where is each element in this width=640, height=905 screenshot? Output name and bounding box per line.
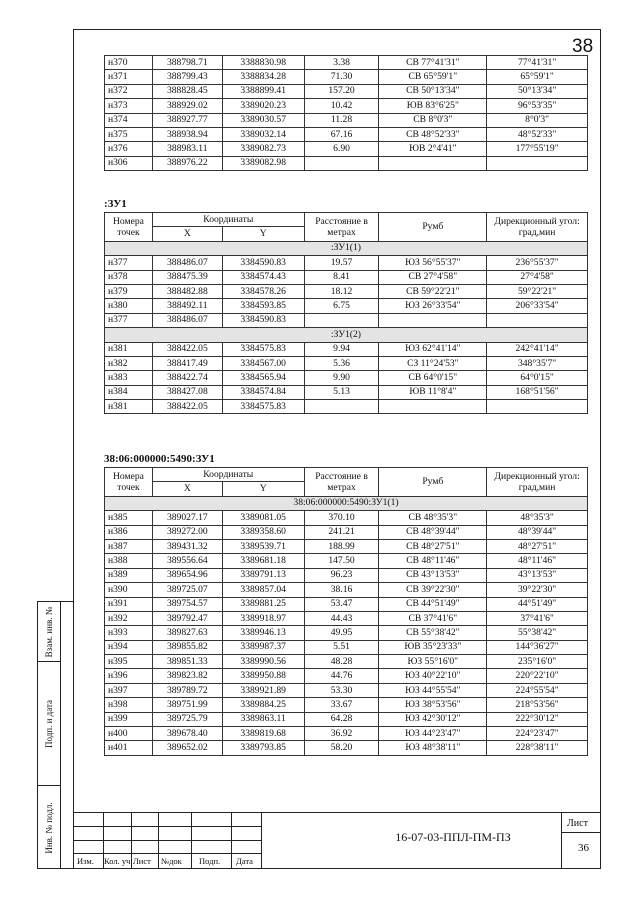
cell: 5.13 <box>304 385 379 399</box>
cell: 3389857.04 <box>222 583 304 597</box>
cell: 388482.88 <box>152 284 222 298</box>
coordinates-table-zu1 <box>104 212 588 414</box>
cell: 96.23 <box>304 568 379 582</box>
cell: 53.30 <box>304 683 379 697</box>
cell: 389654.96 <box>152 568 222 582</box>
cell: 6.90 <box>304 142 379 156</box>
cell: 48.28 <box>304 655 379 669</box>
cell: 33.67 <box>304 698 379 712</box>
cell: н379 <box>105 284 153 298</box>
cell: н398 <box>105 698 153 712</box>
cell: 168°51'56" <box>487 385 588 399</box>
cell: н371 <box>105 70 153 84</box>
group-row-cadastral <box>105 496 588 510</box>
group-label: :ЗУ1(1) <box>105 241 588 255</box>
header-angle: Дирекционный угол: град,мин <box>487 213 588 242</box>
cell: 206°33'54" <box>487 299 588 313</box>
cell: 3388834.28 <box>222 70 304 84</box>
cell: 3384574.43 <box>222 270 304 284</box>
cell: н387 <box>105 539 153 553</box>
cell: СВ 27°4'58" <box>379 270 487 284</box>
cell: 3384575.83 <box>222 342 304 356</box>
cell: 3389990.56 <box>222 655 304 669</box>
table-row <box>105 597 588 611</box>
cell <box>487 156 588 170</box>
table-row <box>105 554 588 568</box>
cell <box>379 156 487 170</box>
cell: 388486.07 <box>152 313 222 327</box>
cell <box>304 400 379 414</box>
side-strip <box>37 601 73 869</box>
cell: н381 <box>105 400 153 414</box>
cell: 388486.07 <box>152 256 222 270</box>
table-row <box>105 669 588 683</box>
cell: СВ 59°22'21" <box>379 284 487 298</box>
header-x: X <box>152 227 222 241</box>
table-row <box>105 385 588 399</box>
cell: 3389921.89 <box>222 683 304 697</box>
cell: 389855.82 <box>152 640 222 654</box>
cell: СВ 50°13'34" <box>379 84 487 98</box>
cell: СВ 39°22'30" <box>379 583 487 597</box>
cell: 59°22'21" <box>487 284 588 298</box>
cell <box>379 400 487 414</box>
header-rhumb: Румб <box>379 213 487 242</box>
table-row <box>105 727 588 741</box>
cell: 64.28 <box>304 712 379 726</box>
cell: 389851.33 <box>152 655 222 669</box>
cell: н397 <box>105 683 153 697</box>
header-coords: Координаты <box>152 213 304 227</box>
cell: СВ 37°41'6" <box>379 611 487 625</box>
cell: 389678.40 <box>152 727 222 741</box>
group-label: 38:06:000000:5490:ЗУ1(1) <box>105 496 588 510</box>
table-row <box>105 525 588 539</box>
cell: н400 <box>105 727 153 741</box>
cell: ЮЗ 26°33'54" <box>379 299 487 313</box>
table-row <box>105 156 588 170</box>
cell: ЮЗ 38°53'56" <box>379 698 487 712</box>
cell: 388799.43 <box>152 70 222 84</box>
cell: ЮЗ 40°22'10" <box>379 669 487 683</box>
cell: н377 <box>105 256 153 270</box>
stamp-podp: Подп. <box>199 856 221 866</box>
document-code: 16-07-03-ППЛ-ПМ-ПЗ <box>395 830 511 844</box>
cell: СВ 48°39'44" <box>379 525 487 539</box>
cell: 389823.82 <box>152 669 222 683</box>
cell: 3388830.98 <box>222 56 304 70</box>
stamp-list: Лист <box>133 856 151 866</box>
cell: СВ 55°38'42" <box>379 626 487 640</box>
cell: 3389863.11 <box>222 712 304 726</box>
header-y: Y <box>222 227 304 241</box>
cell: 48°27'51" <box>487 539 588 553</box>
cell: 3389030.57 <box>222 113 304 127</box>
table-row <box>105 113 588 127</box>
table-row <box>105 299 588 313</box>
cell: 224°23'47" <box>487 727 588 741</box>
cell: ЮВ 83°6'25" <box>379 99 487 113</box>
table-row <box>105 698 588 712</box>
table-row <box>105 583 588 597</box>
cell: 388929.02 <box>152 99 222 113</box>
cell: 188.99 <box>304 539 379 553</box>
cell: 3389681.18 <box>222 554 304 568</box>
cell: н374 <box>105 113 153 127</box>
cell: 64°0'15" <box>487 371 588 385</box>
cell: 36.92 <box>304 727 379 741</box>
cell: 27°4'58" <box>487 270 588 284</box>
cell: 44°51'49" <box>487 597 588 611</box>
cell: СВ 48°52'33" <box>379 127 487 141</box>
cell: 3389793.85 <box>222 741 304 755</box>
header-angle: Дирекционный угол: град,мин <box>487 468 588 497</box>
cell: 3.38 <box>304 56 379 70</box>
cell: 5.36 <box>304 356 379 370</box>
table-row <box>105 626 588 640</box>
stamp-kol: Кол. уч <box>104 856 131 866</box>
header-points: Номера точек <box>105 468 153 497</box>
cell: н378 <box>105 270 153 284</box>
table-row <box>105 511 588 525</box>
cell: 157.20 <box>304 84 379 98</box>
header-y: Y <box>222 482 304 496</box>
cell: СВ 48°35'3" <box>379 511 487 525</box>
cell: 65°59'1" <box>487 70 588 84</box>
cell: 3384593.85 <box>222 299 304 313</box>
cell: 58.20 <box>304 741 379 755</box>
table-row <box>105 342 588 356</box>
cell: 48°11'46" <box>487 554 588 568</box>
sheet-label: Лист <box>567 818 588 829</box>
header-distance: Расстояние в метрах <box>304 213 379 242</box>
cell <box>487 400 588 414</box>
coordinates-table-cadastral <box>104 467 588 756</box>
cell: 3389082.73 <box>222 142 304 156</box>
cell: 9.94 <box>304 342 379 356</box>
stamp-data: Дата <box>236 856 253 866</box>
cell: н388 <box>105 554 153 568</box>
cell: 43°13'53" <box>487 568 588 582</box>
cell: н370 <box>105 56 153 70</box>
cell: СВ 77°41'31" <box>379 56 487 70</box>
cell: 8.41 <box>304 270 379 284</box>
table-row <box>105 371 588 385</box>
cell: н385 <box>105 511 153 525</box>
header-row <box>105 468 588 482</box>
cell: 388422.74 <box>152 371 222 385</box>
cell: 389725.07 <box>152 583 222 597</box>
cell: 3389819.68 <box>222 727 304 741</box>
cell: н373 <box>105 99 153 113</box>
table-row <box>105 142 588 156</box>
cell: ЮВ 35°23'33" <box>379 640 487 654</box>
cell: н392 <box>105 611 153 625</box>
cell: 388422.05 <box>152 342 222 356</box>
cell: 3389918.97 <box>222 611 304 625</box>
cell: 370.10 <box>304 511 379 525</box>
cell: 3389791.13 <box>222 568 304 582</box>
cell: СВ 43°13'53" <box>379 568 487 582</box>
cell: н375 <box>105 127 153 141</box>
cell: н396 <box>105 669 153 683</box>
table-row <box>105 270 588 284</box>
cell: 55°38'42" <box>487 626 588 640</box>
section-title-cadastral: 38:06:000000:5490:ЗУ1 <box>104 453 215 465</box>
cell: СВ 64°0'15" <box>379 371 487 385</box>
cell: 3384575.83 <box>222 400 304 414</box>
cell: 48°52'33" <box>487 127 588 141</box>
cell: ЮЗ 62°41'14" <box>379 342 487 356</box>
cell: 19.57 <box>304 256 379 270</box>
cell: 389272.00 <box>152 525 222 539</box>
cell: 3389032.14 <box>222 127 304 141</box>
cell: н393 <box>105 626 153 640</box>
table-row <box>105 539 588 553</box>
cell: 10.42 <box>304 99 379 113</box>
cell: 389751.99 <box>152 698 222 712</box>
cell: 3389539.71 <box>222 539 304 553</box>
cell: 3389358.60 <box>222 525 304 539</box>
cell: н381 <box>105 342 153 356</box>
cell: 389827.63 <box>152 626 222 640</box>
cell: 50°13'34" <box>487 84 588 98</box>
cell: 18.12 <box>304 284 379 298</box>
cell: 71.30 <box>304 70 379 84</box>
header-distance: Расстояние в метрах <box>304 468 379 497</box>
table-row <box>105 356 588 370</box>
cell: ЮЗ 55°16'0" <box>379 655 487 669</box>
cell: СЗ 11°24'53" <box>379 356 487 370</box>
cell: 3389020.23 <box>222 99 304 113</box>
cell: ЮЗ 44°23'47" <box>379 727 487 741</box>
cell: 388828.45 <box>152 84 222 98</box>
cell: 48°39'44" <box>487 525 588 539</box>
stamp-ndok: №док <box>161 856 182 866</box>
cell: 389792.47 <box>152 611 222 625</box>
cell: 44.43 <box>304 611 379 625</box>
table-row <box>105 741 588 755</box>
table-row <box>105 611 588 625</box>
title-block <box>73 812 601 869</box>
cell: ЮЗ 56°55'37" <box>379 256 487 270</box>
cell: н399 <box>105 712 153 726</box>
cell: 242°41'14" <box>487 342 588 356</box>
cell: 6.75 <box>304 299 379 313</box>
cell: ЮЗ 44°55'54" <box>379 683 487 697</box>
cell: 389754.57 <box>152 597 222 611</box>
cell: 388427.08 <box>152 385 222 399</box>
cell: 388976.22 <box>152 156 222 170</box>
header-coords: Координаты <box>152 468 304 482</box>
cell: 177°55'19" <box>487 142 588 156</box>
cell: 388927.77 <box>152 113 222 127</box>
cell: 389431.32 <box>152 539 222 553</box>
cell: н401 <box>105 741 153 755</box>
header-rhumb: Румб <box>379 468 487 497</box>
cell: 224°55'54" <box>487 683 588 697</box>
cell: 388938.94 <box>152 127 222 141</box>
cell: СВ 44°51'49" <box>379 597 487 611</box>
cell: 388983.11 <box>152 142 222 156</box>
cell: 67.16 <box>304 127 379 141</box>
cell: СВ 65°59'1" <box>379 70 487 84</box>
cell: 3384567.00 <box>222 356 304 370</box>
cell: 218°53'56" <box>487 698 588 712</box>
cell: 388475.39 <box>152 270 222 284</box>
table-row <box>105 640 588 654</box>
cell: 389725.79 <box>152 712 222 726</box>
section-title-zu1: :ЗУ1 <box>104 198 127 210</box>
cell: н386 <box>105 525 153 539</box>
header-points: Номера точек <box>105 213 153 242</box>
cell: н376 <box>105 142 153 156</box>
group-label: :ЗУ1(2) <box>105 328 588 342</box>
table-row <box>105 99 588 113</box>
cell: 388492.11 <box>152 299 222 313</box>
cell: 8°0'3" <box>487 113 588 127</box>
cell <box>379 313 487 327</box>
cell: 3384590.83 <box>222 256 304 270</box>
cell: 77°41'31" <box>487 56 588 70</box>
cell: 39°22'30" <box>487 583 588 597</box>
cell: 389652.02 <box>152 741 222 755</box>
cell: 388798.71 <box>152 56 222 70</box>
cell: 220°22'10" <box>487 669 588 683</box>
header-row <box>105 213 588 227</box>
cell: 235°16'0" <box>487 655 588 669</box>
sheet-number: 36 <box>578 842 589 854</box>
cell: 3389987.37 <box>222 640 304 654</box>
cell: 3384574.84 <box>222 385 304 399</box>
table-row <box>105 400 588 414</box>
cell: 3389881.25 <box>222 597 304 611</box>
cell: 48°35'3" <box>487 511 588 525</box>
cell: 3389946.13 <box>222 626 304 640</box>
cell: 3389884.25 <box>222 698 304 712</box>
cell: н306 <box>105 156 153 170</box>
cell: 389789.72 <box>152 683 222 697</box>
cell: 9.90 <box>304 371 379 385</box>
table-row <box>105 56 588 70</box>
cell: ЮЗ 48°38'11" <box>379 741 487 755</box>
cell: 348°35'7" <box>487 356 588 370</box>
stamp-izm: Изм. <box>77 856 94 866</box>
cell: н380 <box>105 299 153 313</box>
cell: 38.16 <box>304 583 379 597</box>
cell: 222°30'12" <box>487 712 588 726</box>
cell: 388422.05 <box>152 400 222 414</box>
cell: н377 <box>105 313 153 327</box>
cell: 3389950.88 <box>222 669 304 683</box>
cell: 389556.64 <box>152 554 222 568</box>
cell: н391 <box>105 597 153 611</box>
cell: 144°36'27" <box>487 640 588 654</box>
cell: н383 <box>105 371 153 385</box>
cell: 228°38'11" <box>487 741 588 755</box>
cell <box>304 313 379 327</box>
table-row <box>105 127 588 141</box>
cell: СВ 48°11'46" <box>379 554 487 568</box>
cell: 236°55'37" <box>487 256 588 270</box>
cell: 96°53'35" <box>487 99 588 113</box>
cell: 388417.49 <box>152 356 222 370</box>
header-x: X <box>152 482 222 496</box>
cell: 37°41'6" <box>487 611 588 625</box>
cell <box>304 156 379 170</box>
cell: н390 <box>105 583 153 597</box>
side-cell-sign-date: Подп. и дата <box>38 662 60 786</box>
cell: ЮЗ 42°30'12" <box>379 712 487 726</box>
side-cell-inventory: Инв. № подл. <box>44 802 54 854</box>
table-row <box>105 683 588 697</box>
group-row-zu1-2 <box>105 328 588 342</box>
cell: 147.50 <box>304 554 379 568</box>
cell: ЮВ 11°8'4" <box>379 385 487 399</box>
table-row <box>105 84 588 98</box>
coordinates-table-continuation <box>104 55 588 171</box>
page-number: 38 <box>572 36 594 57</box>
cell: 53.47 <box>304 597 379 611</box>
cell: 3389082.98 <box>222 156 304 170</box>
cell: 49.95 <box>304 626 379 640</box>
table-row <box>105 712 588 726</box>
table-row <box>105 70 588 84</box>
cell: н382 <box>105 356 153 370</box>
cell: СВ 8°0'3" <box>379 113 487 127</box>
group-row-zu1-1 <box>105 241 588 255</box>
table-row <box>105 568 588 582</box>
cell <box>487 313 588 327</box>
cell: н372 <box>105 84 153 98</box>
cell: 3384590.83 <box>222 313 304 327</box>
table-row <box>105 313 588 327</box>
cell: н389 <box>105 568 153 582</box>
side-cell-replace: Взам. инв. № <box>38 602 60 662</box>
cell: 3388899.41 <box>222 84 304 98</box>
cell: 3389081.05 <box>222 511 304 525</box>
cell: 3384578.26 <box>222 284 304 298</box>
cell: н395 <box>105 655 153 669</box>
cell: 11.28 <box>304 113 379 127</box>
cell: 241.21 <box>304 525 379 539</box>
cell: ЮВ 2°4'41" <box>379 142 487 156</box>
cell: 3384565.94 <box>222 371 304 385</box>
cell: 5.51 <box>304 640 379 654</box>
table-row <box>105 655 588 669</box>
cell: н384 <box>105 385 153 399</box>
cell: н394 <box>105 640 153 654</box>
table-row <box>105 284 588 298</box>
cell: 389027.17 <box>152 511 222 525</box>
cell: 44.76 <box>304 669 379 683</box>
cell: СВ 48°27'51" <box>379 539 487 553</box>
table-row <box>105 256 588 270</box>
